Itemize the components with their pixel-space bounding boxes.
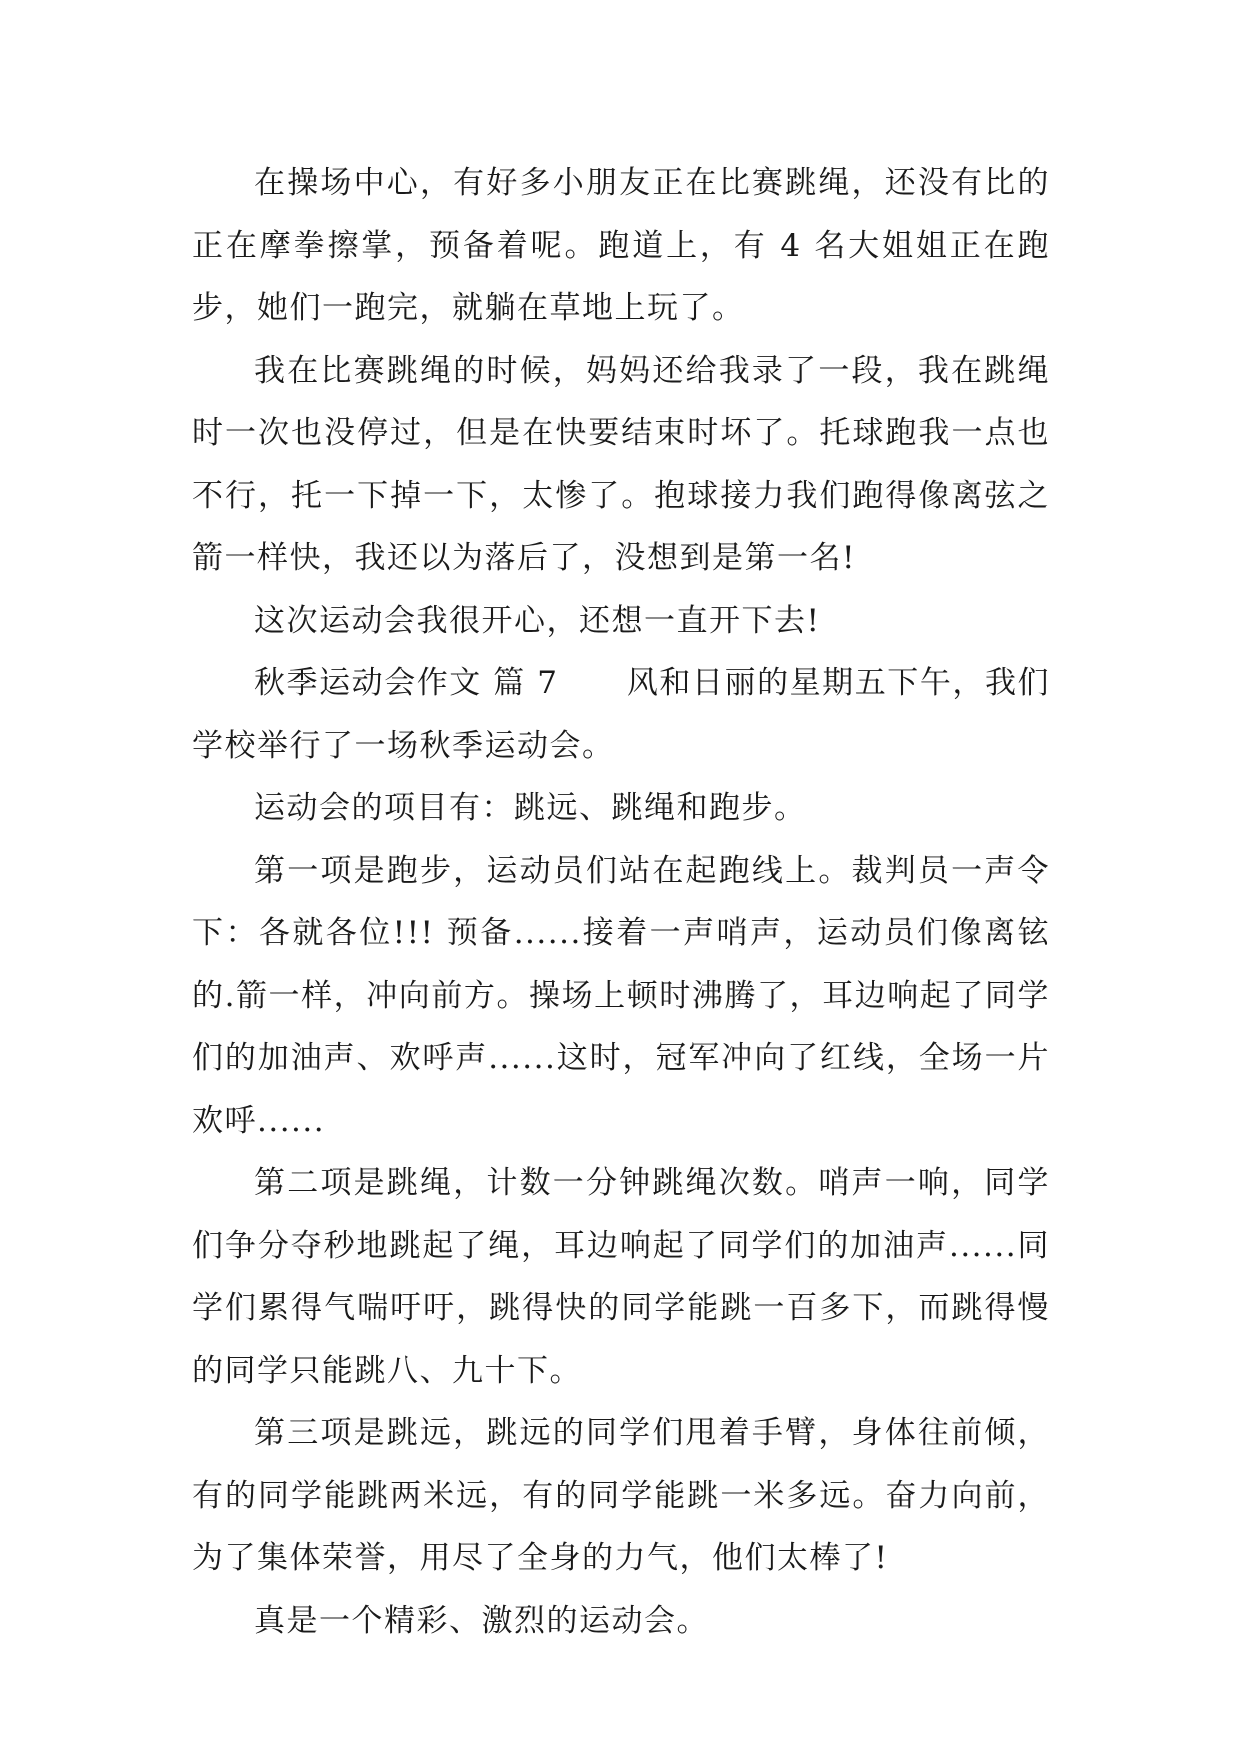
paragraph-running: 第一项是跑步，运动员们站在起跑线上。裁判员一声令下：各就各位!!! 预备......接着一声哨声，运动员们像离铉的.箭一样，冲向前方。操场上顿时沸腾了，耳边响起了同学们的加油声、欢呼声......这时，冠军冲向了红线，全场一片欢呼...... xyxy=(192,852,1050,1139)
paragraph-playground: 在操场中心，有好多小朋友正在比赛跳绳，还没有比的正在摩拳擦掌，预备着呢。跑道上，有 4 名大姐姐正在跑步，她们一跑完，就躺在草地上玩了。 xyxy=(192,165,1050,326)
document-body xyxy=(192,152,1050,1652)
paragraph-essay-7-intro: 秋季运动会作文 篇 7 风和日丽的星期五下午，我们学校举行了一场秋季运动会。 xyxy=(192,665,1050,764)
paragraph-jump-rope: 第二项是跳绳，计数一分钟跳绳次数。哨声一响，同学们争分夺秒地跳起了绳，耳边响起了同学们的加油声......同学们累得气喘吁吁，跳得快的同学能跳一百多下，而跳得慢的同学只能跳八、九十下。 xyxy=(192,1165,1050,1389)
paragraph-jump-rope-recording: 我在比赛跳绳的时候，妈妈还给我录了一段，我在跳绳时一次也没停过，但是在快要结束时坏了。托球跑我一点也不行，托一下掉一下，太惨了。抱球接力我们跑得像离弦之箭一样快，我还以为落后了，没想到是第一名! xyxy=(192,352,1050,576)
paragraph-happy: 这次运动会我很开心，还想一直开下去! xyxy=(254,602,821,639)
paragraph-long-jump: 第三项是跳远，跳远的同学们甩着手臂，身体往前倾，有的同学能跳两米远，有的同学能跳一米多远。奋力向前，为了集体荣誉，用尽了全身的力气，他们太棒了! xyxy=(192,1415,1050,1576)
paragraph-events: 运动会的项目有：跳远、跳绳和跑步。 xyxy=(254,790,807,826)
paragraph-conclusion: 真是一个精彩、激烈的运动会。 xyxy=(254,1602,709,1639)
